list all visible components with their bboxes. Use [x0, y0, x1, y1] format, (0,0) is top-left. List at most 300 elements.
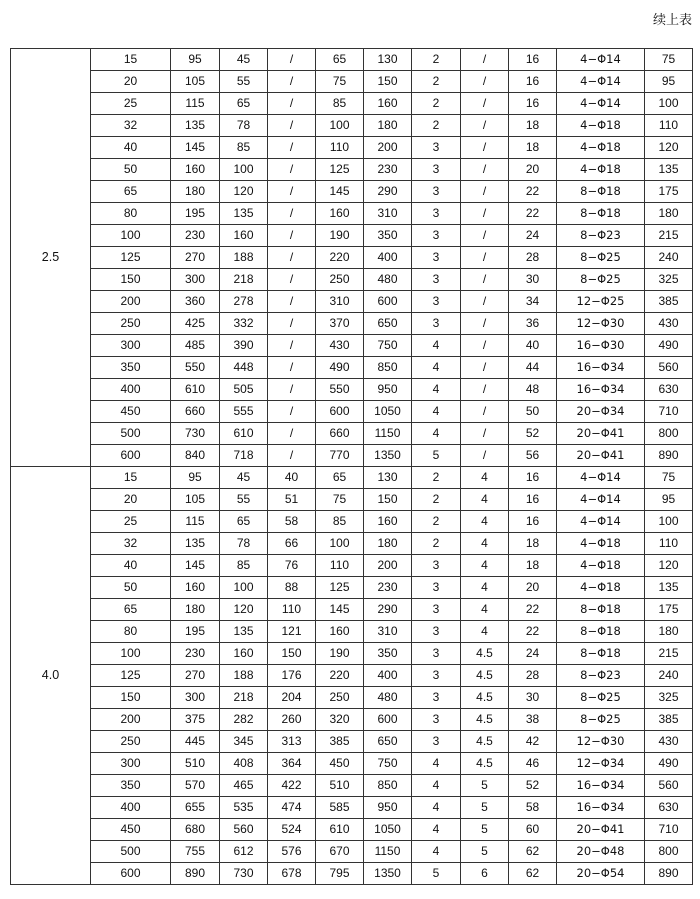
table-cell: 300	[171, 269, 220, 291]
table-cell: 135	[645, 159, 693, 181]
table-cell: 12−Φ34	[557, 753, 645, 775]
table-row	[11, 401, 693, 423]
table-cell: 135	[171, 533, 220, 555]
table-cell: 180	[364, 115, 412, 137]
table-cell: 16−Φ30	[557, 335, 645, 357]
table-cell: 3	[412, 643, 461, 665]
table-cell: 950	[364, 379, 412, 401]
table-cell: 550	[171, 357, 220, 379]
table-cell: /	[461, 93, 509, 115]
table-cell: 5	[461, 775, 509, 797]
table-cell: 95	[171, 49, 220, 71]
table-cell: 576	[268, 841, 316, 863]
table-cell: 100	[91, 225, 171, 247]
table-cell: 2	[412, 489, 461, 511]
table-cell: 18	[509, 137, 557, 159]
table-cell: 25	[91, 93, 171, 115]
table-cell: 200	[364, 137, 412, 159]
table-cell: 135	[220, 203, 268, 225]
table-cell: 80	[91, 203, 171, 225]
table-cell: 110	[645, 533, 693, 555]
table-cell: 80	[91, 621, 171, 643]
table-cell: 3	[412, 313, 461, 335]
table-cell: /	[268, 357, 316, 379]
table-cell: 145	[316, 181, 364, 203]
table-cell: 85	[220, 137, 268, 159]
table-cell: 422	[268, 775, 316, 797]
table-cell: 612	[220, 841, 268, 863]
table-cell: 135	[645, 577, 693, 599]
table-cell: 176	[268, 665, 316, 687]
table-cell: 20	[509, 159, 557, 181]
table-cell: 22	[509, 599, 557, 621]
table-cell: 4	[461, 621, 509, 643]
table-cell: 110	[268, 599, 316, 621]
table-cell: 150	[91, 269, 171, 291]
table-cell: 350	[91, 357, 171, 379]
table-cell: 450	[91, 401, 171, 423]
table-cell: 3	[412, 665, 461, 687]
table-cell: 4−Φ14	[557, 71, 645, 93]
table-row	[11, 247, 693, 269]
table-cell: 12−Φ30	[557, 731, 645, 753]
table-cell: 24	[509, 643, 557, 665]
table-cell: 120	[220, 599, 268, 621]
table-cell: 430	[645, 731, 693, 753]
table-cell: 600	[91, 863, 171, 885]
table-cell: 3	[412, 555, 461, 577]
table-cell: /	[268, 379, 316, 401]
table-cell: 4.5	[461, 731, 509, 753]
table-row	[11, 225, 693, 247]
table-cell: 3	[412, 731, 461, 753]
table-cell: 215	[645, 225, 693, 247]
table-cell: 180	[645, 203, 693, 225]
table-cell: 195	[171, 621, 220, 643]
table-cell: 4	[461, 555, 509, 577]
table-cell: 78	[220, 533, 268, 555]
table-cell: 145	[171, 137, 220, 159]
table-cell: 66	[268, 533, 316, 555]
table-cell: 290	[364, 599, 412, 621]
table-cell: 42	[509, 731, 557, 753]
table-cell: 4	[412, 423, 461, 445]
table-cell: 8−Φ23	[557, 665, 645, 687]
table-cell: 570	[171, 775, 220, 797]
table-row	[11, 665, 693, 687]
table-cell: 310	[364, 621, 412, 643]
table-cell: /	[268, 401, 316, 423]
table-cell: 125	[91, 247, 171, 269]
table-cell: 120	[645, 137, 693, 159]
table-cell: 180	[171, 599, 220, 621]
table-cell: 750	[364, 753, 412, 775]
table-cell: 4.5	[461, 687, 509, 709]
table-cell: 950	[364, 797, 412, 819]
table-cell: 4−Φ18	[557, 555, 645, 577]
table-cell: 490	[645, 335, 693, 357]
table-cell: 44	[509, 357, 557, 379]
table-cell: 65	[220, 93, 268, 115]
table-cell: 3	[412, 225, 461, 247]
table-cell: 40	[91, 137, 171, 159]
table-cell: 48	[509, 379, 557, 401]
table-cell: 755	[171, 841, 220, 863]
table-cell: 800	[645, 841, 693, 863]
table-cell: 20−Φ41	[557, 423, 645, 445]
table-cell: 180	[171, 181, 220, 203]
table-cell: /	[268, 71, 316, 93]
table-row	[11, 181, 693, 203]
table-cell: 5	[461, 797, 509, 819]
table-cell: 385	[316, 731, 364, 753]
table-row	[11, 731, 693, 753]
table-cell: 600	[364, 291, 412, 313]
table-cell: 95	[645, 71, 693, 93]
table-cell: /	[268, 203, 316, 225]
table-cell: 4−Φ14	[557, 511, 645, 533]
table-cell: 110	[316, 555, 364, 577]
table-cell: 40	[509, 335, 557, 357]
table-cell: 890	[171, 863, 220, 885]
table-row	[11, 775, 693, 797]
table-cell: /	[268, 181, 316, 203]
table-cell: 390	[220, 335, 268, 357]
table-row	[11, 753, 693, 775]
table-cell: 4	[412, 335, 461, 357]
table-cell: 150	[364, 71, 412, 93]
table-cell: 610	[220, 423, 268, 445]
table-cell: 175	[645, 181, 693, 203]
table-cell: 75	[645, 49, 693, 71]
table-cell: 750	[364, 335, 412, 357]
table-cell: 51	[268, 489, 316, 511]
table-cell: 3	[412, 687, 461, 709]
table-cell: 16	[509, 49, 557, 71]
table-cell: 40	[91, 555, 171, 577]
table-cell: 6	[461, 863, 509, 885]
table-cell: /	[461, 291, 509, 313]
table-cell: 270	[171, 247, 220, 269]
table-cell: 4	[412, 797, 461, 819]
table-cell: 2	[412, 115, 461, 137]
table-cell: 375	[171, 709, 220, 731]
table-cell: /	[461, 357, 509, 379]
table-cell: 560	[645, 357, 693, 379]
table-cell: 55	[220, 71, 268, 93]
table-cell: /	[461, 71, 509, 93]
table-cell: 2	[412, 71, 461, 93]
table-cell: /	[461, 379, 509, 401]
table-cell: 4	[461, 467, 509, 489]
table-cell: 1050	[364, 401, 412, 423]
table-cell: 710	[645, 401, 693, 423]
table-cell: 480	[364, 687, 412, 709]
table-cell: 4−Φ18	[557, 137, 645, 159]
table-cell: 75	[645, 467, 693, 489]
table-cell: 505	[220, 379, 268, 401]
table-cell: 8−Φ25	[557, 247, 645, 269]
table-cell: 78	[220, 115, 268, 137]
table-row	[11, 313, 693, 335]
table-cell: 100	[645, 511, 693, 533]
table-cell: 50	[91, 577, 171, 599]
table-row	[11, 445, 693, 467]
table-cell: 535	[220, 797, 268, 819]
table-cell: 160	[316, 203, 364, 225]
table-cell: 65	[316, 467, 364, 489]
table-cell: 150	[364, 489, 412, 511]
table-cell: 65	[91, 181, 171, 203]
table-cell: 350	[364, 643, 412, 665]
table-cell: 610	[171, 379, 220, 401]
table-cell: 230	[364, 577, 412, 599]
table-cell: 325	[645, 687, 693, 709]
table-cell: 4	[412, 401, 461, 423]
table-cell: 121	[268, 621, 316, 643]
table-cell: 150	[268, 643, 316, 665]
table-cell: 22	[509, 203, 557, 225]
table-row	[11, 841, 693, 863]
table-cell: 310	[316, 291, 364, 313]
table-cell: 4	[461, 511, 509, 533]
table-cell: 770	[316, 445, 364, 467]
table-cell: 16	[509, 71, 557, 93]
table-cell: /	[461, 49, 509, 71]
table-cell: 200	[91, 291, 171, 313]
table-cell: 25	[91, 511, 171, 533]
table-cell: 4.5	[461, 753, 509, 775]
table-cell: 350	[91, 775, 171, 797]
table-cell: 445	[171, 731, 220, 753]
table-cell: 58	[268, 511, 316, 533]
table-cell: 3	[412, 291, 461, 313]
table-cell: 450	[91, 819, 171, 841]
table-cell: 20	[509, 577, 557, 599]
table-cell: 125	[91, 665, 171, 687]
table-row	[11, 335, 693, 357]
table-cell: 3	[412, 137, 461, 159]
continued-label: 续上表	[652, 13, 692, 28]
table-cell: 560	[645, 775, 693, 797]
table-cell: 600	[91, 445, 171, 467]
table-cell: 385	[645, 709, 693, 731]
table-cell: 510	[171, 753, 220, 775]
table-cell: 524	[268, 819, 316, 841]
table-cell: 50	[509, 401, 557, 423]
table-cell: 890	[645, 445, 693, 467]
table-cell: 840	[171, 445, 220, 467]
table-row	[11, 137, 693, 159]
table-cell: 500	[91, 423, 171, 445]
table-cell: 220	[316, 665, 364, 687]
table-cell: /	[268, 225, 316, 247]
table-cell: 4−Φ18	[557, 115, 645, 137]
table-cell: 510	[316, 775, 364, 797]
table-cell: 100	[316, 115, 364, 137]
flange-spec-table	[10, 48, 693, 885]
table-cell: 600	[316, 401, 364, 423]
table-cell: 660	[316, 423, 364, 445]
table-cell: 190	[316, 643, 364, 665]
table-cell: 150	[91, 687, 171, 709]
table-cell: 3	[412, 599, 461, 621]
table-cell: 430	[645, 313, 693, 335]
table-cell: 125	[316, 159, 364, 181]
table-cell: 160	[171, 159, 220, 181]
table-row	[11, 533, 693, 555]
table-cell: 4	[412, 379, 461, 401]
table-cell: 850	[364, 357, 412, 379]
table-row	[11, 291, 693, 313]
table-cell: 2	[412, 467, 461, 489]
table-cell: 218	[220, 687, 268, 709]
table-row	[11, 797, 693, 819]
table-cell: 100	[316, 533, 364, 555]
table-cell: 58	[509, 797, 557, 819]
table-cell: 4−Φ14	[557, 489, 645, 511]
table-cell: 425	[171, 313, 220, 335]
table-cell: 385	[645, 291, 693, 313]
table-row	[11, 621, 693, 643]
table-cell: 75	[316, 489, 364, 511]
table-cell: 480	[364, 269, 412, 291]
table-cell: 100	[220, 577, 268, 599]
table-cell: /	[268, 93, 316, 115]
table-cell: 600	[364, 709, 412, 731]
table-cell: 5	[461, 819, 509, 841]
table-cell: 364	[268, 753, 316, 775]
table-cell: 65	[316, 49, 364, 71]
table-cell: 190	[316, 225, 364, 247]
table-cell: 20−Φ34	[557, 401, 645, 423]
table-row	[11, 203, 693, 225]
table-cell: 320	[316, 709, 364, 731]
table-cell: 160	[316, 621, 364, 643]
table-cell: 30	[509, 269, 557, 291]
table-cell: 2	[412, 93, 461, 115]
table-cell: 160	[220, 225, 268, 247]
table-row	[11, 555, 693, 577]
table-cell: 188	[220, 665, 268, 687]
table-cell: 15	[91, 49, 171, 71]
table-cell: 890	[645, 863, 693, 885]
table-cell: 718	[220, 445, 268, 467]
table-cell: 240	[645, 247, 693, 269]
table-cell: 56	[509, 445, 557, 467]
table-cell: 120	[220, 181, 268, 203]
table-cell: 100	[91, 643, 171, 665]
table-cell: 28	[509, 665, 557, 687]
table-cell: 3	[412, 621, 461, 643]
table-cell: 350	[364, 225, 412, 247]
table-cell: 32	[91, 533, 171, 555]
table-cell: 550	[316, 379, 364, 401]
table-row	[11, 489, 693, 511]
table-cell: 16	[509, 93, 557, 115]
table-cell: 188	[220, 247, 268, 269]
table-cell: 8−Φ18	[557, 643, 645, 665]
table-cell: 800	[645, 423, 693, 445]
table-cell: 678	[268, 863, 316, 885]
table-cell: 1150	[364, 423, 412, 445]
table-cell: /	[461, 269, 509, 291]
table-cell: 85	[220, 555, 268, 577]
table-cell: 16−Φ34	[557, 775, 645, 797]
table-cell: 105	[171, 489, 220, 511]
table-cell: 145	[171, 555, 220, 577]
table-cell: 30	[509, 687, 557, 709]
table-cell: /	[461, 247, 509, 269]
table-cell: /	[268, 159, 316, 181]
table-row	[11, 269, 693, 291]
table-cell: 16	[509, 467, 557, 489]
table-cell: /	[268, 291, 316, 313]
table-cell: 20	[91, 489, 171, 511]
table-cell: 3	[412, 203, 461, 225]
table-cell: 8−Φ18	[557, 203, 645, 225]
table-cell: 500	[91, 841, 171, 863]
table-cell: 4−Φ14	[557, 49, 645, 71]
table-cell: 8−Φ23	[557, 225, 645, 247]
table-cell: 28	[509, 247, 557, 269]
table-cell: 12−Φ25	[557, 291, 645, 313]
table-cell: 20−Φ54	[557, 863, 645, 885]
table-cell: 1350	[364, 863, 412, 885]
table-row	[11, 863, 693, 885]
table-cell: 345	[220, 731, 268, 753]
table-cell: 16−Φ34	[557, 357, 645, 379]
table-cell: 3	[412, 709, 461, 731]
pressure-cell: 4.0	[11, 467, 91, 885]
table-cell: 15	[91, 467, 171, 489]
table-cell: 85	[316, 511, 364, 533]
table-cell: 45	[220, 467, 268, 489]
table-cell: /	[268, 247, 316, 269]
table-row	[11, 819, 693, 841]
table-row	[11, 687, 693, 709]
table-cell: 282	[220, 709, 268, 731]
table-cell: /	[461, 313, 509, 335]
table-cell: 360	[171, 291, 220, 313]
table-cell: 555	[220, 401, 268, 423]
table-cell: /	[268, 49, 316, 71]
table-cell: /	[461, 137, 509, 159]
table-cell: 300	[171, 687, 220, 709]
table-row	[11, 599, 693, 621]
table-cell: 160	[171, 577, 220, 599]
table-cell: 20−Φ41	[557, 445, 645, 467]
table-cell: /	[268, 445, 316, 467]
table-cell: 16	[509, 511, 557, 533]
table-cell: 60	[509, 819, 557, 841]
table-cell: 160	[364, 511, 412, 533]
table-cell: 16−Φ34	[557, 379, 645, 401]
table-cell: 46	[509, 753, 557, 775]
table-cell: 260	[268, 709, 316, 731]
table-cell: 110	[316, 137, 364, 159]
table-cell: 655	[171, 797, 220, 819]
table-cell: 22	[509, 181, 557, 203]
table-cell: 332	[220, 313, 268, 335]
table-cell: 250	[316, 687, 364, 709]
table-cell: 585	[316, 797, 364, 819]
table-cell: /	[268, 115, 316, 137]
table-cell: /	[461, 423, 509, 445]
table-row	[11, 49, 693, 71]
table-cell: 145	[316, 599, 364, 621]
table-cell: 450	[316, 753, 364, 775]
